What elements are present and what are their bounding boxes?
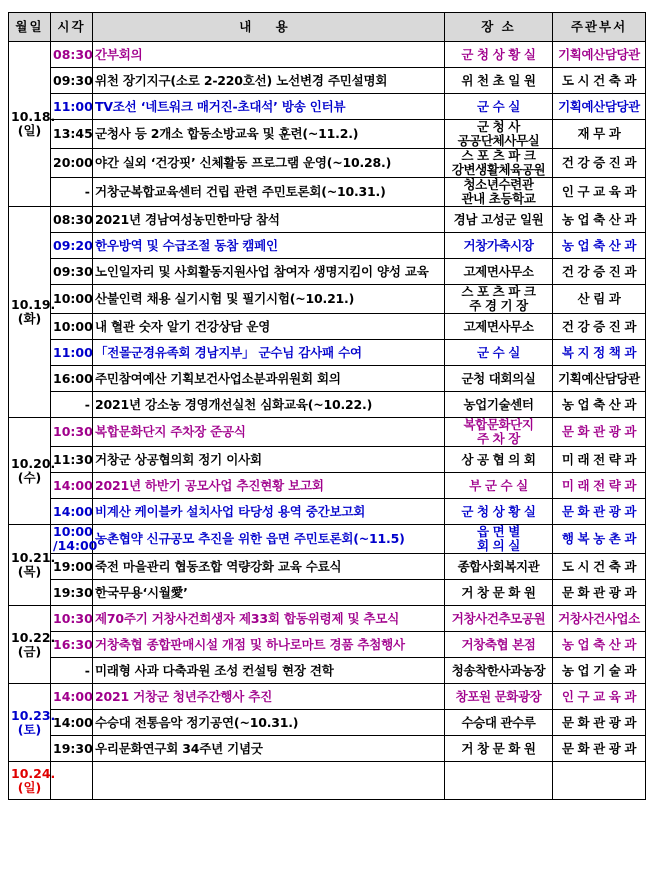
dept-cell: 기획예산담당관 (553, 366, 646, 392)
content-cell: 한우방역 및 수급조절 동참 캠페인 (93, 233, 445, 259)
event-row (9, 94, 646, 120)
event-row (9, 632, 646, 658)
time-cell: 09:20 (51, 233, 93, 259)
schedule-table (8, 12, 646, 800)
event-row (9, 525, 646, 554)
dept-cell: 산 림 과 (553, 285, 646, 314)
time-cell (51, 762, 93, 800)
header-time: 시각 (51, 13, 93, 42)
event-row (9, 259, 646, 285)
header-date: 월일 (9, 13, 51, 42)
event-row (9, 314, 646, 340)
content-cell: 거창축협 종합판매시설 개점 및 하나로마트 경품 추첨행사 (93, 632, 445, 658)
time-cell: 10:00 (51, 314, 93, 340)
content-cell: 「전몰군경유족회 경남지부」 군수님 감사패 수여 (93, 340, 445, 366)
place-cell: 창포원 문화광장 (445, 684, 553, 710)
event-row (9, 120, 646, 149)
time-cell: 16:00 (51, 366, 93, 392)
content-cell: 노인일자리 및 사회활동지원사업 참여자 생명지킴이 양성 교육 (93, 259, 445, 285)
content-cell: 제70주기 거창사건희생자 제33회 합동위령제 및 추모식 (93, 606, 445, 632)
place-cell: 상 공 협 의 회 (445, 447, 553, 473)
dept-cell: 인 구 교 육 과 (553, 178, 646, 207)
dept-cell: 건 강 증 진 과 (553, 314, 646, 340)
place-cell: 거창가축시장 (445, 233, 553, 259)
dept-cell: 문 화 관 광 과 (553, 736, 646, 762)
header-dept: 주관부서 (553, 13, 646, 42)
event-row (9, 499, 646, 525)
content-cell: 위천 장기지구(소로 2-220호선) 노선변경 주민설명회 (93, 68, 445, 94)
header-content: 내 용 (93, 13, 445, 42)
time-cell: 09:30 (51, 259, 93, 285)
place-cell: 청송착한사과농장 (445, 658, 553, 684)
event-row (9, 606, 646, 632)
dept-cell: 농 업 축 산 과 (553, 632, 646, 658)
content-cell: 산불인력 채용 실기시험 및 필기시험(~10.21.) (93, 285, 445, 314)
dept-cell: 문 화 관 광 과 (553, 499, 646, 525)
header-row (9, 13, 646, 42)
time-cell: 14:00 (51, 499, 93, 525)
dept-cell: 도 시 건 축 과 (553, 68, 646, 94)
content-cell: 2021년 경남여성농민한마당 참석 (93, 207, 445, 233)
time-cell: - (51, 392, 93, 418)
time-cell: - (51, 178, 93, 207)
event-row (9, 42, 646, 68)
place-cell: 위 천 초 일 원 (445, 68, 553, 94)
content-cell: 한국무용‘시월愛’ (93, 580, 445, 606)
place-cell: 군청 대회의실 (445, 366, 553, 392)
content-cell: 거창군복합교육센터 건립 관련 주민토론회(~10.31.) (93, 178, 445, 207)
dept-cell: 문 화 관 광 과 (553, 580, 646, 606)
time-cell: 16:30 (51, 632, 93, 658)
dept-cell: 도 시 건 축 과 (553, 554, 646, 580)
time-cell: - (51, 658, 93, 684)
content-cell: 우리문화연구회 34주년 기념굿 (93, 736, 445, 762)
place-cell: 군 수 실 (445, 94, 553, 120)
date-cell: 10.23. (토) (9, 684, 51, 762)
time-cell: 19:30 (51, 736, 93, 762)
place-cell: 경남 고성군 일원 (445, 207, 553, 233)
content-cell: 군청사 등 2개소 합동소방교육 및 훈련(~11.2.) (93, 120, 445, 149)
dept-cell: 농 업 기 술 과 (553, 658, 646, 684)
time-cell: 14:00 (51, 684, 93, 710)
content-cell: 2021년 강소농 경영개선실천 심화교육(~10.22.) (93, 392, 445, 418)
place-cell (445, 762, 553, 800)
event-row (9, 684, 646, 710)
time-cell: 10:30 (51, 606, 93, 632)
schedule-body (9, 42, 646, 800)
time-cell: 10:30 (51, 418, 93, 447)
content-cell: TV조선 ‘네트워크 매거진-초대석’ 방송 인터뷰 (93, 94, 445, 120)
place-cell: 군 수 실 (445, 340, 553, 366)
place-cell: 고제면사무소 (445, 314, 553, 340)
dept-cell: 농 업 축 산 과 (553, 233, 646, 259)
event-row (9, 762, 646, 800)
place-cell: 부 군 수 실 (445, 473, 553, 499)
content-cell: 복합문화단지 주차장 준공식 (93, 418, 445, 447)
dept-cell: 거창사건사업소 (553, 606, 646, 632)
time-cell: 09:30 (51, 68, 93, 94)
dept-cell: 문 화 관 광 과 (553, 418, 646, 447)
content-cell: 주민참여예산 기획보건사업소분과위원회 회의 (93, 366, 445, 392)
date-cell: 10.24. (일) (9, 762, 51, 800)
place-cell: 군 청 상 황 실 (445, 499, 553, 525)
date-cell: 10.19. (화) (9, 207, 51, 418)
content-cell: 내 혈관 숫자 알기 건강상담 운영 (93, 314, 445, 340)
dept-cell: 미 래 전 략 과 (553, 447, 646, 473)
place-cell: 거 창 문 화 원 (445, 580, 553, 606)
header-place: 장 소 (445, 13, 553, 42)
dept-cell: 인 구 교 육 과 (553, 684, 646, 710)
event-row (9, 149, 646, 178)
time-cell: 11:00 (51, 340, 93, 366)
dept-cell: 복 지 정 책 과 (553, 340, 646, 366)
event-row (9, 178, 646, 207)
date-cell: 10.22. (금) (9, 606, 51, 684)
content-cell: 2021 거창군 청년주간행사 추진 (93, 684, 445, 710)
event-row (9, 658, 646, 684)
time-cell: 10:00 (51, 285, 93, 314)
event-row (9, 233, 646, 259)
event-row (9, 366, 646, 392)
place-cell: 농업기술센터 (445, 392, 553, 418)
content-cell: 비계산 케이블카 설치사업 타당성 용역 중간보고회 (93, 499, 445, 525)
place-cell: 거 창 문 화 원 (445, 736, 553, 762)
place-cell: 복합문화단지 주 차 장 (445, 418, 553, 447)
event-row (9, 710, 646, 736)
content-cell: 야간 실외 ‘건강핏’ 신체활동 프로그램 운영(~10.28.) (93, 149, 445, 178)
place-cell: 거창사건추모공원 (445, 606, 553, 632)
date-cell: 10.18. (일) (9, 42, 51, 207)
dept-cell: 미 래 전 략 과 (553, 473, 646, 499)
place-cell: 군 청 상 황 실 (445, 42, 553, 68)
dept-cell: 건 강 증 진 과 (553, 259, 646, 285)
content-cell: 수승대 전통음악 정기공연(~10.31.) (93, 710, 445, 736)
place-cell: 고제면사무소 (445, 259, 553, 285)
place-cell: 수승대 관수루 (445, 710, 553, 736)
dept-cell: 농 업 축 산 과 (553, 207, 646, 233)
date-cell: 10.20. (수) (9, 418, 51, 525)
place-cell: 스 포 츠 파 크 강변생활체육공원 (445, 149, 553, 178)
dept-cell: 기획예산담당관 (553, 42, 646, 68)
time-cell: 10:00 /14:00 (51, 525, 93, 554)
time-cell: 11:30 (51, 447, 93, 473)
event-row (9, 392, 646, 418)
time-cell: 08:30 (51, 42, 93, 68)
dept-cell: 건 강 증 진 과 (553, 149, 646, 178)
dept-cell: 기획예산담당관 (553, 94, 646, 120)
dept-cell: 농 업 축 산 과 (553, 392, 646, 418)
event-row (9, 68, 646, 94)
date-cell: 10.21. (목) (9, 525, 51, 606)
time-cell: 19:00 (51, 554, 93, 580)
place-cell: 군 청 사 공공단체사무실 (445, 120, 553, 149)
place-cell: 스 포 츠 파 크 주 경 기 장 (445, 285, 553, 314)
event-row (9, 580, 646, 606)
time-cell: 13:45 (51, 120, 93, 149)
place-cell: 거창축협 본점 (445, 632, 553, 658)
event-row (9, 736, 646, 762)
content-cell: 미래형 사과 다축과원 조성 컨설팅 현장 견학 (93, 658, 445, 684)
event-row (9, 554, 646, 580)
content-cell (93, 762, 445, 800)
content-cell: 2021년 하반기 공모사업 추진현황 보고회 (93, 473, 445, 499)
content-cell: 간부회의 (93, 42, 445, 68)
event-row (9, 285, 646, 314)
place-cell: 종합사회복지관 (445, 554, 553, 580)
time-cell: 20:00 (51, 149, 93, 178)
time-cell: 08:30 (51, 207, 93, 233)
event-row (9, 447, 646, 473)
event-row (9, 340, 646, 366)
content-cell: 거창군 상공협의회 정기 이사회 (93, 447, 445, 473)
time-cell: 11:00 (51, 94, 93, 120)
dept-cell: 행 복 농 촌 과 (553, 525, 646, 554)
time-cell: 14:00 (51, 710, 93, 736)
event-row (9, 207, 646, 233)
place-cell: 청소년수련관 관내 초등학교 (445, 178, 553, 207)
event-row (9, 418, 646, 447)
event-row (9, 473, 646, 499)
place-cell: 읍 면 별 회 의 실 (445, 525, 553, 554)
content-cell: 죽전 마을관리 협동조합 역량강화 교육 수료식 (93, 554, 445, 580)
time-cell: 19:30 (51, 580, 93, 606)
content-cell: 농촌협약 신규공모 추진을 위한 읍면 주민토론회(~11.5) (93, 525, 445, 554)
dept-cell: 문 화 관 광 과 (553, 710, 646, 736)
time-cell: 14:00 (51, 473, 93, 499)
dept-cell: 재 무 과 (553, 120, 646, 149)
dept-cell (553, 762, 646, 800)
